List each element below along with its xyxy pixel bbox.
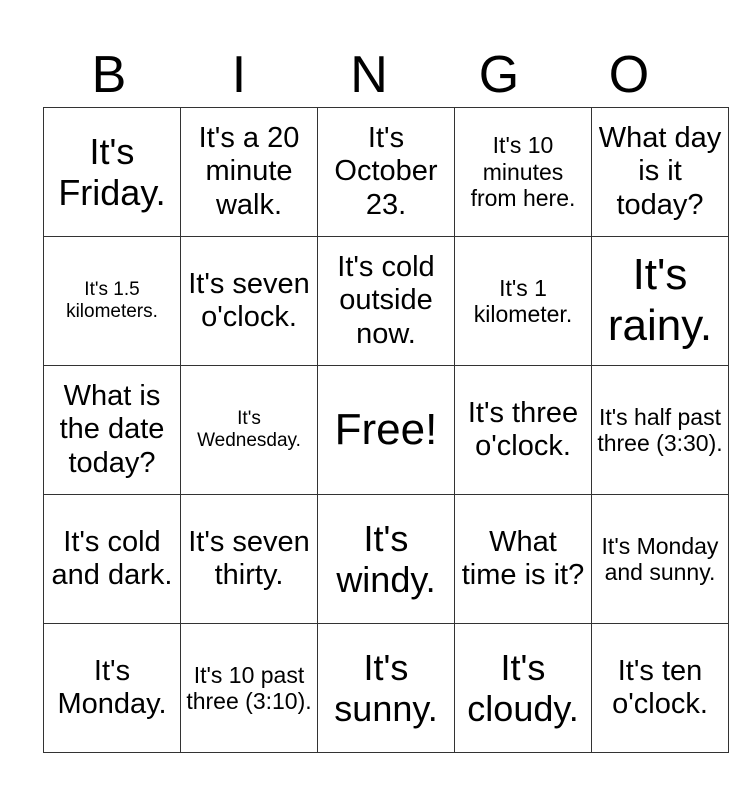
- bingo-cell[interactable]: It's sunny.: [318, 624, 455, 753]
- bingo-cell[interactable]: What time is it?: [455, 495, 592, 624]
- header-letter-b: B: [91, 46, 127, 104]
- header-letter-o: O: [608, 46, 650, 104]
- board-row: [44, 237, 729, 366]
- bingo-cell[interactable]: What day is it today?: [592, 108, 729, 237]
- bingo-header: [44, 44, 694, 106]
- bingo-cell[interactable]: It's windy.: [318, 495, 455, 624]
- bingo-cell[interactable]: It's ten o'clock.: [592, 624, 729, 753]
- board-row: [44, 366, 729, 495]
- board-row: [44, 624, 729, 753]
- board-row: [44, 108, 729, 237]
- bingo-cell[interactable]: It's 10 minutes from here.: [455, 108, 592, 237]
- bingo-cell[interactable]: It's Monday and sunny.: [592, 495, 729, 624]
- board-row: [44, 495, 729, 624]
- bingo-cell[interactable]: It's cold outside now.: [318, 237, 455, 366]
- bingo-cell[interactable]: It's Wednesday.: [181, 366, 318, 495]
- bingo-cell[interactable]: It's a 20 minute walk.: [181, 108, 318, 237]
- header-letter-g: G: [478, 46, 520, 104]
- free-space-cell[interactable]: Free!: [318, 366, 455, 495]
- bingo-cell[interactable]: It's cloudy.: [455, 624, 592, 753]
- bingo-cell[interactable]: It's seven thirty.: [181, 495, 318, 624]
- bingo-cell[interactable]: It's 1 kilometer.: [455, 237, 592, 366]
- header-letter-n: N: [350, 46, 388, 104]
- bingo-cell[interactable]: It's rainy.: [592, 237, 729, 366]
- bingo-cell[interactable]: It's seven o'clock.: [181, 237, 318, 366]
- bingo-cell[interactable]: What is the date today?: [44, 366, 181, 495]
- bingo-cell[interactable]: It's Friday.: [44, 108, 181, 237]
- bingo-cell[interactable]: It's Monday.: [44, 624, 181, 753]
- bingo-cell[interactable]: It's 10 past three (3:10).: [181, 624, 318, 753]
- bingo-cell[interactable]: It's October 23.: [318, 108, 455, 237]
- bingo-cell[interactable]: It's three o'clock.: [455, 366, 592, 495]
- bingo-board: [43, 107, 729, 753]
- bingo-cell[interactable]: It's 1.5 kilometers.: [44, 237, 181, 366]
- header-letter-i: I: [231, 46, 247, 104]
- bingo-cell[interactable]: It's cold and dark.: [44, 495, 181, 624]
- bingo-cell[interactable]: It's half past three (3:30).: [592, 366, 729, 495]
